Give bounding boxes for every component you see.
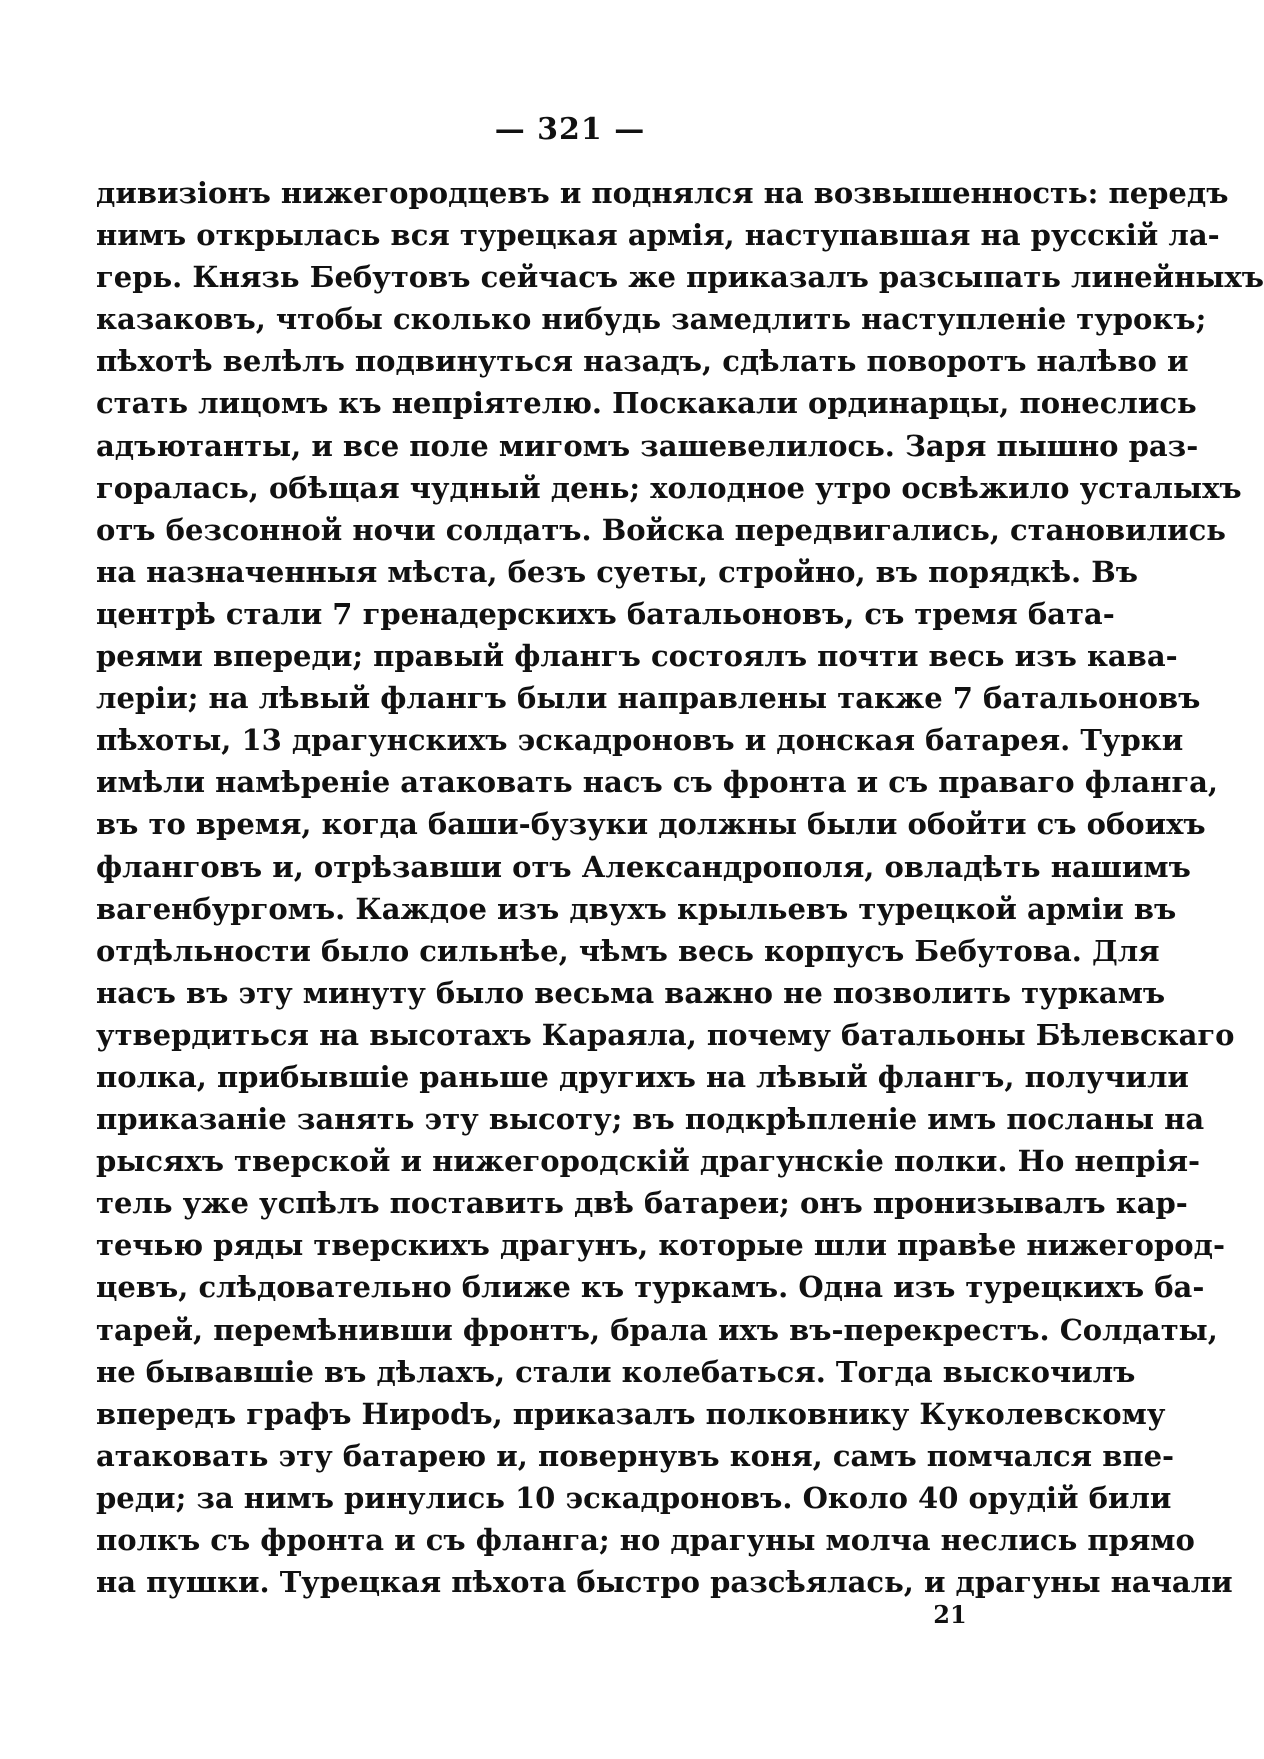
text-line: герь. Князь Бебутовъ сейчасъ же приказалъ разсыпать линейныхъ <box>96 260 1264 295</box>
text-line: насъ въ эту минуту было весьма важно не позволить туркамъ <box>96 975 1166 1010</box>
text-line: цевъ, слѣдовательно ближе къ туркамъ. Одна изъ турецкихъ ба- <box>96 1270 1205 1305</box>
text-line: фланговъ и, отрѣзавши отъ Александрополя, овладѣть нашимъ <box>96 849 1191 884</box>
text-line: въ то время, когда баши-бузуки должны были обойти съ обоихъ <box>96 807 1206 842</box>
text-line: пѣхоты, 13 драгунскихъ эскадроновъ и донская батарея. Турки <box>96 723 1184 758</box>
text-line: центрѣ стали 7 гренадерскихъ батальоновъ, съ тремя бата- <box>96 596 1115 631</box>
text-line: стать лицомъ къ непріятелю. Поскакали ординарцы, понеслись <box>96 386 1197 421</box>
text-line: реями впереди; правый флангъ состоялъ почти весь изъ кава- <box>96 639 1178 674</box>
text-line: тарей, перемѣнивши фронтъ, брала ихъ въ-перекрестъ. Солдаты, <box>96 1312 1218 1347</box>
text-line: дивизіонъ нижегородцевъ и поднялся на возвышенность: передъ <box>96 176 1229 210</box>
text-line: утвердиться на высотахъ Караяла, почему батальоны Бѣлевскаго <box>96 1017 1235 1052</box>
text-line: рысяхъ тверской и нижегородскій драгунскіе полки. Но непрія- <box>96 1144 1201 1179</box>
text-line: полка, прибывшіе раньше другихъ на лѣвый флангъ, получили <box>96 1059 1189 1094</box>
page-number: — 321 — <box>494 112 646 147</box>
text-line: горалась, обѣщая чудный день; холодное утро освѣжило усталыхъ <box>96 470 1242 505</box>
text-line: на пушки. Турецкая пѣхота быстро разсѣялась, и драгуны начали <box>96 1565 1233 1600</box>
text-line: приказаніе занять эту высоту; въ подкрѣпленіе имъ посланы на <box>96 1102 1205 1137</box>
text-line: вагенбургомъ. Каждое изъ двухъ крыльевъ турецкой арміи въ <box>96 891 1177 926</box>
text-line: тель уже успѣлъ поставить двѣ батареи; онъ пронизывалъ кар- <box>96 1186 1188 1221</box>
text-line: не бывавшіе въ дѣлахъ, стали колебаться. Тогда выскочилъ <box>96 1354 1136 1389</box>
text-line: отдѣльности было сильнѣе, чѣмъ весь корпусъ Бебутова. Для <box>96 933 1160 968</box>
text-line: впередъ графъ Нироdъ, приказалъ полковнику Куколевскому <box>96 1396 1166 1431</box>
text-line: полкъ съ фронта и съ фланга; но драгуны молча неслись прямо <box>96 1523 1195 1557</box>
text-line: адъютанты, и все поле мигомъ зашевелилось. Заря пышно раз- <box>96 428 1199 463</box>
text-line: леріи; на лѣвый флангъ были направлены также 7 батальоновъ <box>96 681 1201 716</box>
text-line: имѣли намѣреніе атаковать насъ съ фронта и съ праваго фланга, <box>96 765 1218 800</box>
text-line: течью ряды тверскихъ драгунъ, которые шли правѣе нижегород- <box>96 1228 1226 1263</box>
text-line: на назначенныя мѣста, безъ суеты, стройно, въ порядкѣ. Въ <box>96 554 1139 589</box>
text-line: пѣхотѣ велѣлъ подвинуться назадъ, сдѣлать поворотъ налѣво и <box>96 344 1189 379</box>
text-line: отъ безсонной ночи солдатъ. Войска передвигались, становились <box>96 512 1226 547</box>
text-line: казаковъ, чтобы сколько нибудь замедлить наступленіе турокъ; <box>96 302 1207 337</box>
body-text <box>96 172 1264 1603</box>
text-line: нимъ открылась вся турецкая армія, наступавшая на русскій ла- <box>96 218 1220 253</box>
text-line: атаковать эту батарею и, повернувъ коня, самъ помчался впе- <box>96 1438 1175 1473</box>
text-line: реди; за нимъ ринулись 10 эскадроновъ. Около 40 орудій били <box>96 1480 1172 1515</box>
signature-mark: 21 <box>933 1600 967 1629</box>
